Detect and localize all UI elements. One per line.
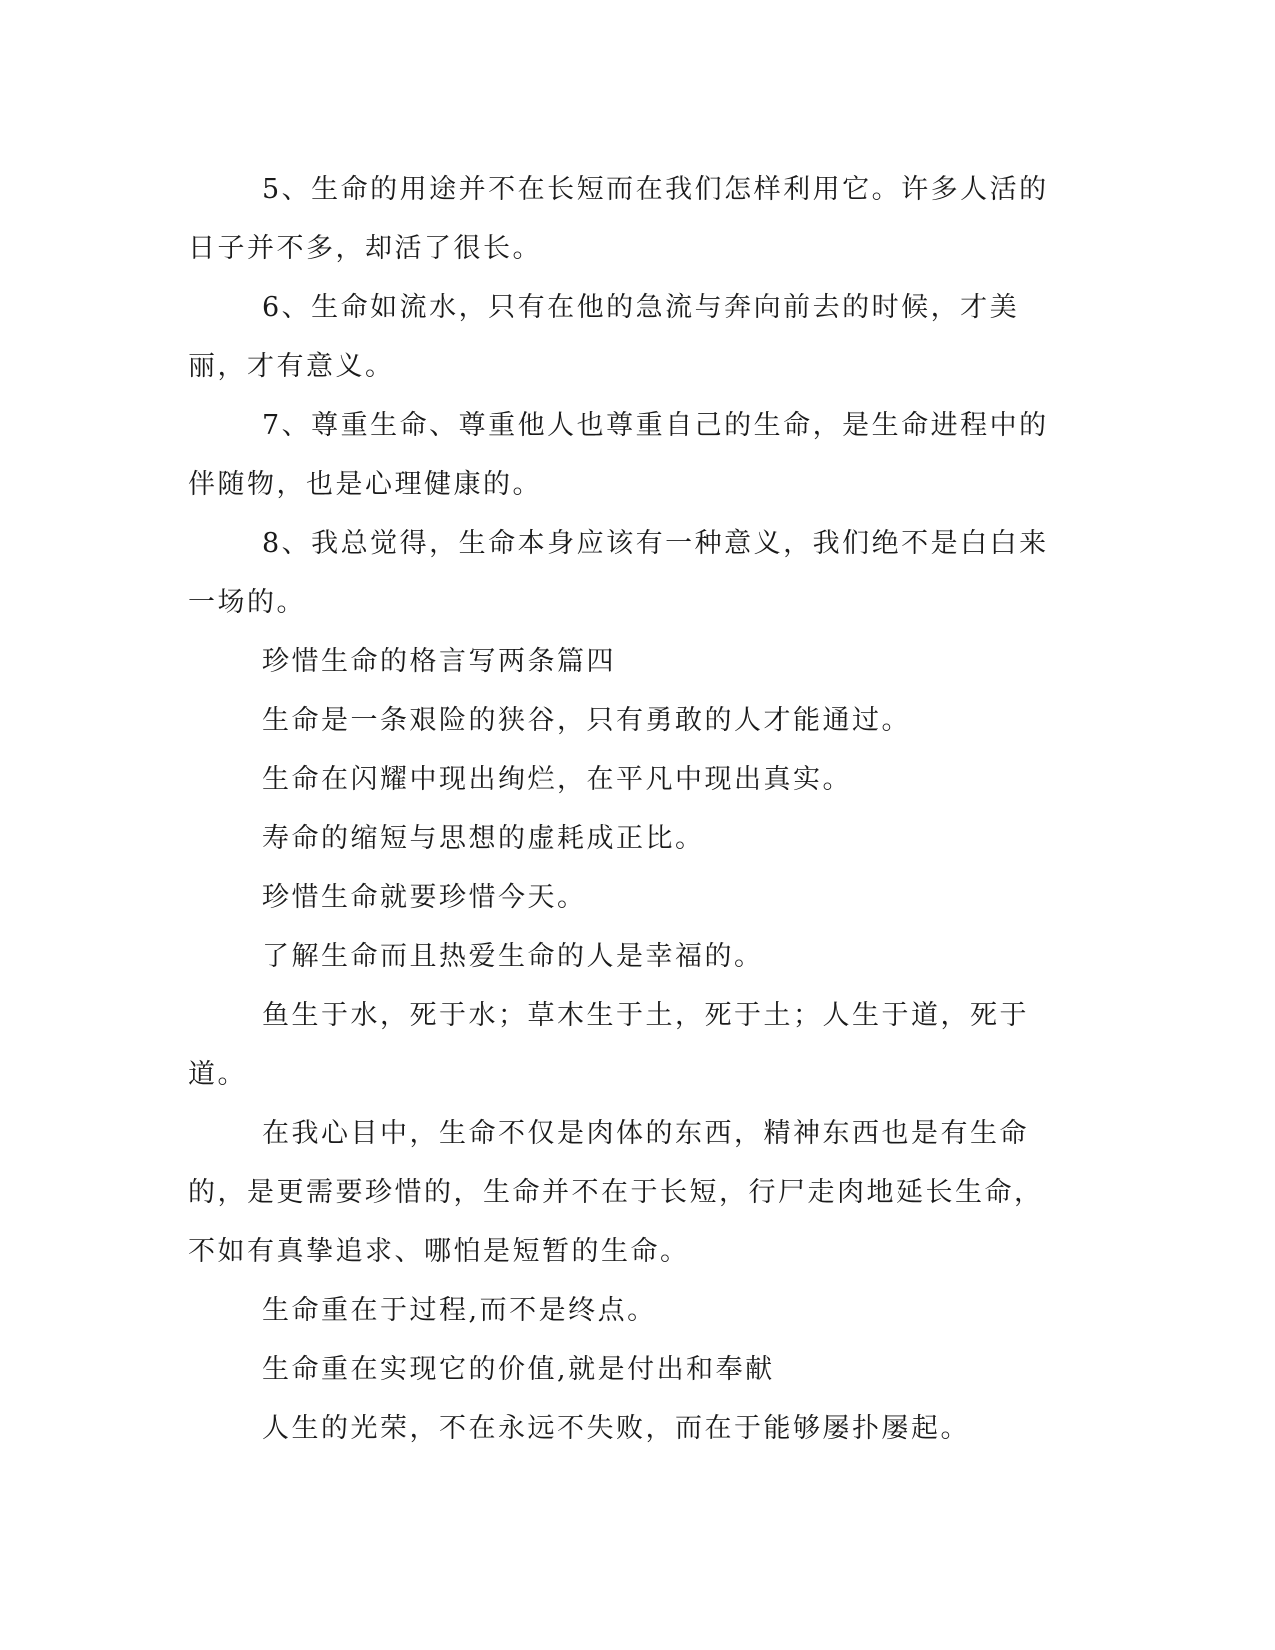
paragraph: 生命重在于过程,而不是终点。	[262, 1295, 657, 1326]
paragraph-quote-7: 7、尊重生命、尊重他人也尊重自己的生命，是生命进程中的伴随物，也是心理健康的。	[188, 410, 1049, 500]
paragraph: 珍惜生命就要珍惜今天。	[262, 882, 587, 913]
paragraph-quote-8: 8、我总觉得，生命本身应该有一种意义，我们绝不是白白来一场的。	[188, 528, 1049, 618]
section-heading: 珍惜生命的格言写两条篇四	[262, 646, 616, 677]
paragraph-quote-5: 5、生命的用途并不在长短而在我们怎样利用它。许多人活的日子并不多，却活了很长。	[188, 174, 1049, 264]
paragraph: 生命在闪耀中现出绚烂，在平凡中现出真实。	[262, 764, 852, 795]
paragraph: 了解生命而且热爱生命的人是幸福的。	[262, 941, 764, 972]
paragraph: 寿命的缩短与思想的虚耗成正比。	[262, 823, 705, 854]
paragraph: 生命是一条艰险的狭谷，只有勇敢的人才能通过。	[262, 705, 911, 736]
document-body	[188, 160, 1058, 1458]
paragraph: 在我心目中，生命不仅是肉体的东西，精神东西也是有生命的，是更需要珍惜的，生命并不在于长短，行尸走肉地延长生命，不如有真挚追求、哪怕是短暂的生命。	[188, 1118, 1044, 1267]
paragraph: 鱼生于水，死于水；草木生于土，死于土；人生于道，死于道。	[188, 1000, 1029, 1090]
paragraph: 生命重在实现它的价值,就是付出和奉献	[262, 1354, 775, 1385]
paragraph-quote-6: 6、生命如流水，只有在他的急流与奔向前去的时候，才美丽，才有意义。	[188, 292, 1020, 382]
paragraph: 人生的光荣，不在永远不失败，而在于能够屡扑屡起。	[262, 1413, 970, 1444]
